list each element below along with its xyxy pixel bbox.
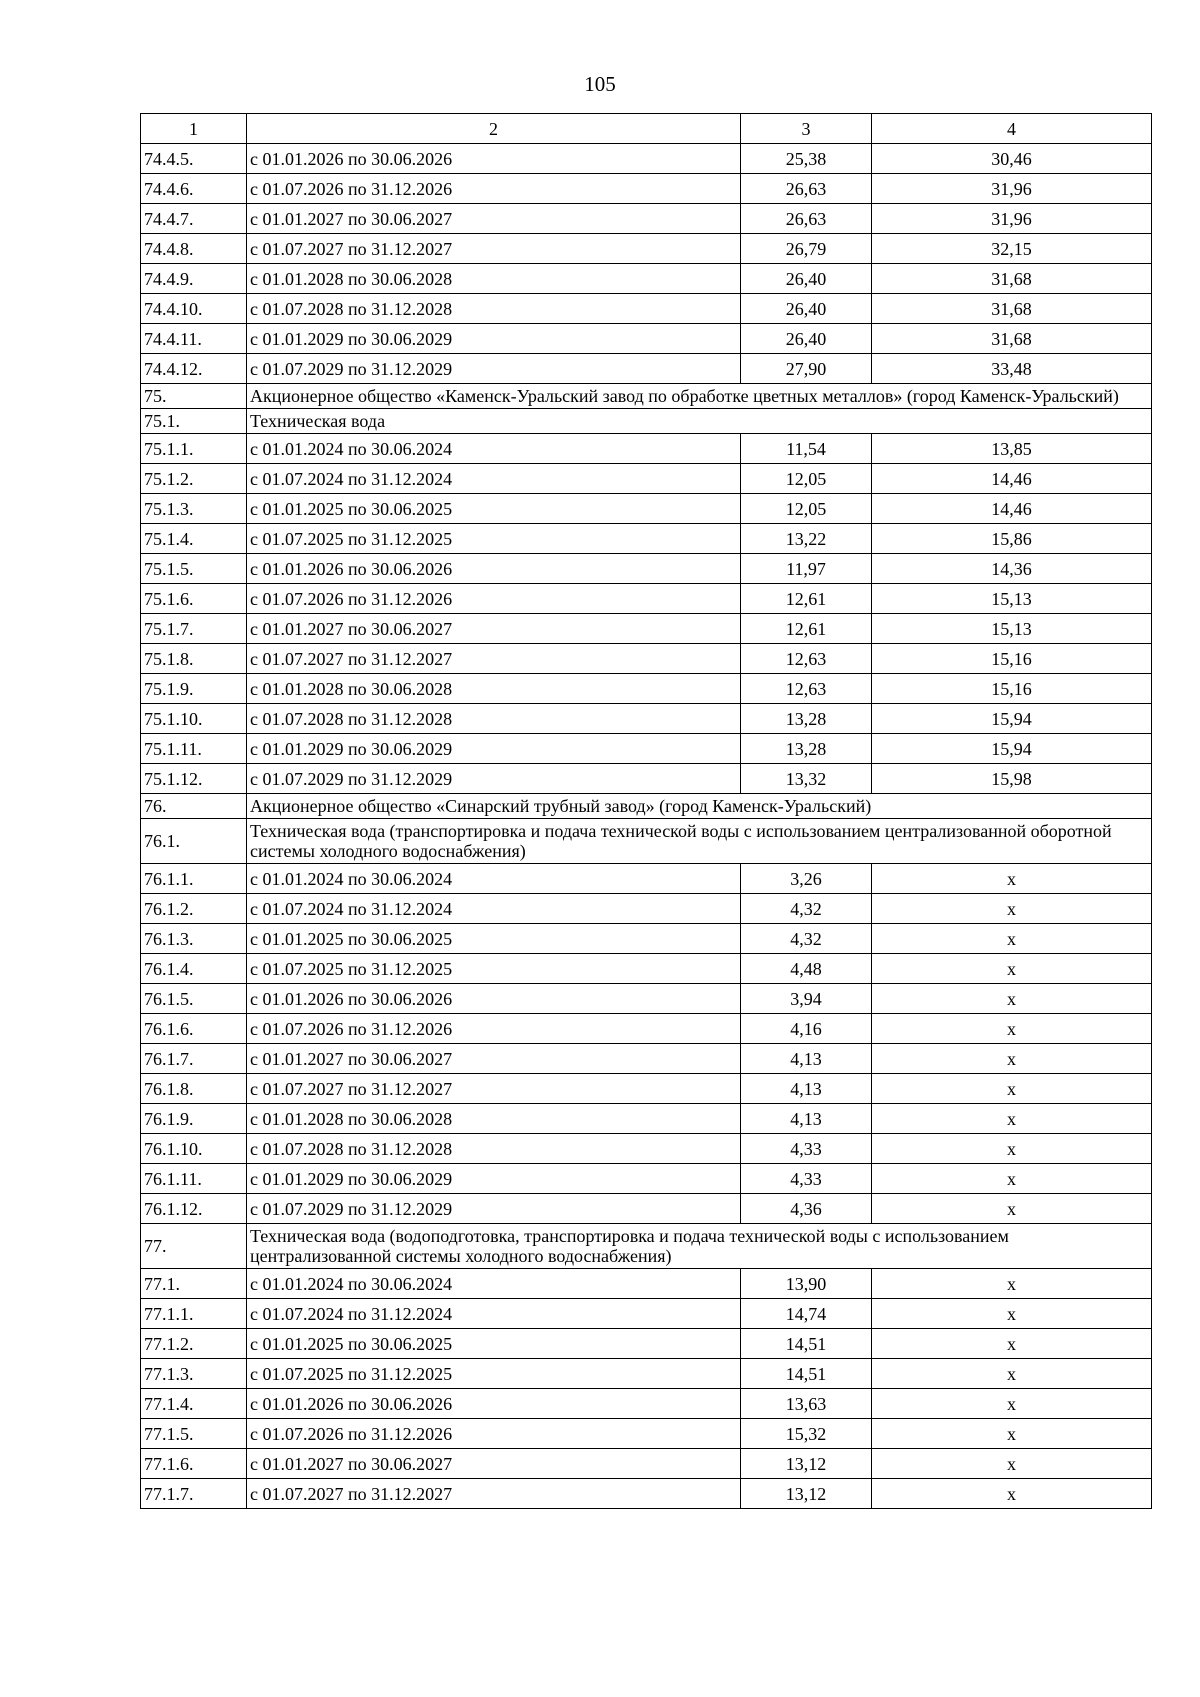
table-row [141, 1329, 1152, 1359]
tariff-value-col4: 31,96 [872, 204, 1152, 234]
tariff-value-col4: x [872, 1479, 1152, 1509]
tariff-value-col3: 13,12 [741, 1479, 872, 1509]
tariff-value-col3: 14,51 [741, 1329, 872, 1359]
period: с 01.01.2029 по 30.06.2029 [247, 1164, 741, 1194]
tariff-value-col4: x [872, 1299, 1152, 1329]
tariff-value-col3: 4,32 [741, 924, 872, 954]
section-title: Акционерное общество «Синарский трубный завод» (город Каменск-Уральский) [247, 794, 1152, 819]
tariff-value-col3: 3,94 [741, 984, 872, 1014]
tariff-value-col4: x [872, 1389, 1152, 1419]
tariff-value-col3: 13,28 [741, 704, 872, 734]
row-number: 76.1.2. [141, 894, 247, 924]
tariff-value-col4: x [872, 1449, 1152, 1479]
table-row [141, 614, 1152, 644]
table-row [141, 264, 1152, 294]
tariff-value-col3: 12,05 [741, 494, 872, 524]
tariff-value-col4: 31,68 [872, 324, 1152, 354]
row-number: 76. [141, 794, 247, 819]
period: с 01.01.2025 по 30.06.2025 [247, 494, 741, 524]
tariff-value-col3: 12,05 [741, 464, 872, 494]
period: с 01.01.2027 по 30.06.2027 [247, 614, 741, 644]
tariff-value-col3: 26,63 [741, 204, 872, 234]
table-row [141, 1194, 1152, 1224]
table-row [141, 294, 1152, 324]
row-number: 74.4.6. [141, 174, 247, 204]
tariff-value-col3: 11,54 [741, 434, 872, 464]
table-row [141, 984, 1152, 1014]
tariff-value-col3: 14,74 [741, 1299, 872, 1329]
period: с 01.07.2029 по 31.12.2029 [247, 764, 741, 794]
tariff-value-col4: 15,13 [872, 584, 1152, 614]
tariff-value-col3: 12,61 [741, 614, 872, 644]
tariff-value-col3: 13,22 [741, 524, 872, 554]
period: с 01.01.2027 по 30.06.2027 [247, 1449, 741, 1479]
tariff-value-col4: x [872, 1269, 1152, 1299]
table-row [141, 864, 1152, 894]
section-row [141, 409, 1152, 434]
tariff-value-col4: 15,16 [872, 674, 1152, 704]
tariff-value-col3: 13,28 [741, 734, 872, 764]
tariff-value-col3: 4,48 [741, 954, 872, 984]
period: с 01.07.2024 по 31.12.2024 [247, 894, 741, 924]
row-number: 75. [141, 384, 247, 409]
tariff-value-col4: 14,36 [872, 554, 1152, 584]
row-number: 76.1.10. [141, 1134, 247, 1164]
period: с 01.07.2028 по 31.12.2028 [247, 294, 741, 324]
period: с 01.07.2027 по 31.12.2027 [247, 1074, 741, 1104]
page-number: 105 [584, 72, 616, 96]
row-number: 74.4.7. [141, 204, 247, 234]
table-row [141, 954, 1152, 984]
tariff-value-col3: 4,32 [741, 894, 872, 924]
tariff-value-col4: 33,48 [872, 354, 1152, 384]
table-row [141, 674, 1152, 704]
section-row [141, 794, 1152, 819]
table-row [141, 434, 1152, 464]
table-row [141, 144, 1152, 174]
row-number: 76.1.6. [141, 1014, 247, 1044]
tariff-value-col4: 14,46 [872, 464, 1152, 494]
row-number: 75.1.5. [141, 554, 247, 584]
tariff-value-col3: 15,32 [741, 1419, 872, 1449]
section-title: Техническая вода [247, 409, 1152, 434]
row-number: 75.1.3. [141, 494, 247, 524]
tariff-value-col4: 31,68 [872, 264, 1152, 294]
period: с 01.07.2025 по 31.12.2025 [247, 524, 741, 554]
table-row [141, 1104, 1152, 1134]
row-number: 77.1.2. [141, 1329, 247, 1359]
row-number: 76.1.12. [141, 1194, 247, 1224]
row-number: 76.1.4. [141, 954, 247, 984]
table-row [141, 324, 1152, 354]
table-row [141, 494, 1152, 524]
period: с 01.07.2029 по 31.12.2029 [247, 354, 741, 384]
row-number: 75.1.9. [141, 674, 247, 704]
row-number: 77.1.5. [141, 1419, 247, 1449]
period: с 01.07.2029 по 31.12.2029 [247, 1194, 741, 1224]
tariff-value-col3: 13,32 [741, 764, 872, 794]
tariff-table-body [141, 114, 1152, 1509]
row-number: 74.4.10. [141, 294, 247, 324]
tariff-value-col4: x [872, 1164, 1152, 1194]
row-number: 76.1.9. [141, 1104, 247, 1134]
period: с 01.01.2024 по 30.06.2024 [247, 434, 741, 464]
period: с 01.01.2027 по 30.06.2027 [247, 1044, 741, 1074]
table-row [141, 894, 1152, 924]
row-number: 77. [141, 1224, 247, 1269]
row-number: 76.1.7. [141, 1044, 247, 1074]
row-number: 74.4.12. [141, 354, 247, 384]
tariff-value-col4: x [872, 954, 1152, 984]
period: с 01.07.2027 по 31.12.2027 [247, 644, 741, 674]
tariff-value-col4: 31,68 [872, 294, 1152, 324]
row-number: 74.4.11. [141, 324, 247, 354]
tariff-value-col3: 26,40 [741, 294, 872, 324]
section-row [141, 819, 1152, 864]
table-row [141, 1299, 1152, 1329]
tariff-value-col4: 15,98 [872, 764, 1152, 794]
row-number: 76.1.8. [141, 1074, 247, 1104]
table-row [141, 1389, 1152, 1419]
period: с 01.07.2027 по 31.12.2027 [247, 234, 741, 264]
tariff-value-col4: x [872, 864, 1152, 894]
period: с 01.01.2026 по 30.06.2026 [247, 1389, 741, 1419]
tariff-value-col4: 30,46 [872, 144, 1152, 174]
table-row [141, 524, 1152, 554]
table-row [141, 354, 1152, 384]
row-number: 75.1.10. [141, 704, 247, 734]
tariff-value-col3: 12,61 [741, 584, 872, 614]
tariff-value-col4: 31,96 [872, 174, 1152, 204]
row-number: 77.1. [141, 1269, 247, 1299]
tariff-value-col3: 13,63 [741, 1389, 872, 1419]
section-row [141, 1224, 1152, 1269]
table-row [141, 1449, 1152, 1479]
tariff-value-col4: x [872, 924, 1152, 954]
tariff-value-col4: x [872, 1044, 1152, 1074]
tariff-value-col3: 13,12 [741, 1449, 872, 1479]
table-row [141, 704, 1152, 734]
period: с 01.01.2026 по 30.06.2026 [247, 554, 741, 584]
table-row [141, 1074, 1152, 1104]
tariff-value-col4: x [872, 1329, 1152, 1359]
row-number: 75.1.4. [141, 524, 247, 554]
period: с 01.01.2029 по 30.06.2029 [247, 324, 741, 354]
tariff-value-col3: 4,13 [741, 1074, 872, 1104]
period: с 01.01.2028 по 30.06.2028 [247, 264, 741, 294]
column-number: 2 [247, 114, 741, 144]
period: с 01.01.2027 по 30.06.2027 [247, 204, 741, 234]
row-number: 75.1.11. [141, 734, 247, 764]
row-number: 76.1.11. [141, 1164, 247, 1194]
row-number: 77.1.3. [141, 1359, 247, 1389]
tariff-value-col4: 15,13 [872, 614, 1152, 644]
tariff-value-col3: 4,36 [741, 1194, 872, 1224]
period: с 01.01.2029 по 30.06.2029 [247, 734, 741, 764]
table-row [141, 644, 1152, 674]
period: с 01.01.2026 по 30.06.2026 [247, 144, 741, 174]
table-row [141, 464, 1152, 494]
tariff-value-col3: 27,90 [741, 354, 872, 384]
tariff-value-col4: 15,16 [872, 644, 1152, 674]
period: с 01.01.2024 по 30.06.2024 [247, 1269, 741, 1299]
table-row [141, 924, 1152, 954]
row-number: 75.1.12. [141, 764, 247, 794]
tariff-value-col3: 13,90 [741, 1269, 872, 1299]
tariff-value-col4: x [872, 1074, 1152, 1104]
period: с 01.07.2026 по 31.12.2026 [247, 174, 741, 204]
row-number: 74.4.8. [141, 234, 247, 264]
table-row [141, 554, 1152, 584]
tariff-value-col4: x [872, 1104, 1152, 1134]
row-number: 75.1.6. [141, 584, 247, 614]
period: с 01.01.2028 по 30.06.2028 [247, 1104, 741, 1134]
table-row [141, 734, 1152, 764]
tariff-value-col4: x [872, 984, 1152, 1014]
row-number: 77.1.1. [141, 1299, 247, 1329]
table-row [141, 1359, 1152, 1389]
table-row [141, 1269, 1152, 1299]
tariff-value-col4: 15,94 [872, 704, 1152, 734]
row-number: 76.1.1. [141, 864, 247, 894]
table-row [141, 1134, 1152, 1164]
tariff-table [140, 113, 1152, 1509]
tariff-value-col3: 4,16 [741, 1014, 872, 1044]
period: с 01.07.2024 по 31.12.2024 [247, 1299, 741, 1329]
row-number: 75.1.7. [141, 614, 247, 644]
table-row [141, 1044, 1152, 1074]
table-row [141, 1164, 1152, 1194]
table-row [141, 204, 1152, 234]
column-number: 4 [872, 114, 1152, 144]
tariff-value-col3: 4,33 [741, 1164, 872, 1194]
tariff-value-col3: 26,79 [741, 234, 872, 264]
column-number-row [141, 114, 1152, 144]
row-number: 77.1.6. [141, 1449, 247, 1479]
table-row [141, 1419, 1152, 1449]
period: с 01.07.2024 по 31.12.2024 [247, 464, 741, 494]
section-title: Акционерное общество «Каменск-Уральский завод по обработке цветных металлов» (город Каменск-Уральский) [247, 384, 1152, 409]
tariff-value-col4: x [872, 1194, 1152, 1224]
row-number: 75.1. [141, 409, 247, 434]
tariff-value-col3: 11,97 [741, 554, 872, 584]
table-row [141, 1014, 1152, 1044]
tariff-value-col4: 15,86 [872, 524, 1152, 554]
period: с 01.01.2025 по 30.06.2025 [247, 924, 741, 954]
tariff-value-col3: 12,63 [741, 674, 872, 704]
tariff-value-col3: 25,38 [741, 144, 872, 174]
tariff-value-col3: 12,63 [741, 644, 872, 674]
table-row [141, 1479, 1152, 1509]
row-number: 76.1.3. [141, 924, 247, 954]
tariff-value-col4: x [872, 1359, 1152, 1389]
row-number: 75.1.8. [141, 644, 247, 674]
period: с 01.07.2026 по 31.12.2026 [247, 584, 741, 614]
section-row [141, 384, 1152, 409]
tariff-value-col4: x [872, 1134, 1152, 1164]
row-number: 74.4.5. [141, 144, 247, 174]
table-row [141, 174, 1152, 204]
tariff-value-col3: 14,51 [741, 1359, 872, 1389]
column-number: 3 [741, 114, 872, 144]
tariff-value-col3: 26,63 [741, 174, 872, 204]
period: с 01.01.2028 по 30.06.2028 [247, 674, 741, 704]
tariff-value-col4: 15,94 [872, 734, 1152, 764]
tariff-value-col4: x [872, 894, 1152, 924]
tariff-value-col3: 4,13 [741, 1104, 872, 1134]
row-number: 76.1.5. [141, 984, 247, 1014]
tariff-value-col4: 32,15 [872, 234, 1152, 264]
tariff-value-col4: x [872, 1014, 1152, 1044]
row-number: 74.4.9. [141, 264, 247, 294]
period: с 01.07.2026 по 31.12.2026 [247, 1419, 741, 1449]
column-number: 1 [141, 114, 247, 144]
period: с 01.07.2028 по 31.12.2028 [247, 704, 741, 734]
row-number: 77.1.4. [141, 1389, 247, 1419]
period: с 01.01.2026 по 30.06.2026 [247, 984, 741, 1014]
period: с 01.07.2026 по 31.12.2026 [247, 1014, 741, 1044]
tariff-value-col3: 26,40 [741, 324, 872, 354]
tariff-value-col4: 14,46 [872, 494, 1152, 524]
section-title: Техническая вода (водоподготовка, транспортировка и подача технической воды с использованием централизованной системы холодного водоснабжения) [247, 1224, 1152, 1269]
tariff-value-col3: 3,26 [741, 864, 872, 894]
section-title: Техническая вода (транспортировка и подача технической воды с использованием централизованной оборотной системы холодного водоснабжения) [247, 819, 1152, 864]
tariff-value-col3: 4,33 [741, 1134, 872, 1164]
period: с 01.01.2025 по 30.06.2025 [247, 1329, 741, 1359]
period: с 01.07.2025 по 31.12.2025 [247, 1359, 741, 1389]
tariff-value-col4: 13,85 [872, 434, 1152, 464]
row-number: 77.1.7. [141, 1479, 247, 1509]
period: с 01.01.2024 по 30.06.2024 [247, 864, 741, 894]
row-number: 75.1.2. [141, 464, 247, 494]
period: с 01.07.2028 по 31.12.2028 [247, 1134, 741, 1164]
tariff-value-col3: 26,40 [741, 264, 872, 294]
table-row [141, 584, 1152, 614]
period: с 01.07.2025 по 31.12.2025 [247, 954, 741, 984]
row-number: 75.1.1. [141, 434, 247, 464]
table-row [141, 234, 1152, 264]
period: с 01.07.2027 по 31.12.2027 [247, 1479, 741, 1509]
tariff-value-col4: x [872, 1419, 1152, 1449]
row-number: 76.1. [141, 819, 247, 864]
table-row [141, 764, 1152, 794]
tariff-value-col3: 4,13 [741, 1044, 872, 1074]
